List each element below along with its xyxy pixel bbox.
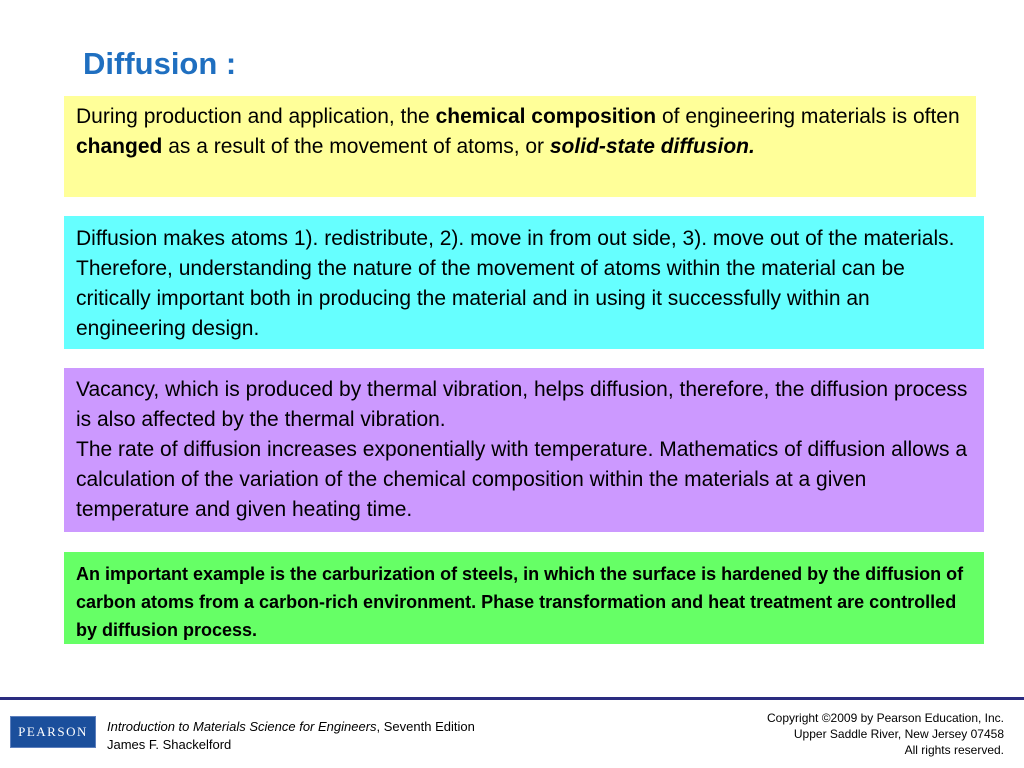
rights-line: All rights reserved. xyxy=(904,743,1004,757)
definition-bold-changed: changed xyxy=(76,135,163,158)
diffusion-effects-box xyxy=(64,216,984,349)
pearson-logo xyxy=(10,716,96,748)
book-citation xyxy=(107,718,475,754)
diffusion-effects-text: Diffusion makes atoms 1). redistribute, 2). move in from out side, 3). move out of the materials. Therefore, understanding the nature of the movement of atoms within the material can be critically important both in producing the material and in using it successfully within an engineering design. xyxy=(76,227,955,340)
copyright-notice xyxy=(767,710,1004,758)
vacancy-temperature-box xyxy=(64,368,984,532)
definition-text-2: of engineering materials is often xyxy=(656,105,960,128)
address-line: Upper Saddle River, New Jersey 07458 xyxy=(793,727,1004,741)
definition-text-3: as a result of the movement of atoms, or xyxy=(162,135,550,158)
carburization-example-text: An important example is the carburization of steels, in which the surface is hardened by the diffusion of carbon atoms from a carbon-rich environment. Phase transformation and heat treatment are controlled by diffusion process. xyxy=(76,564,964,640)
vacancy-paragraph: Vacancy, which is produced by thermal vibration, helps diffusion, therefore, the diffusion process is also affected by the thermal vibration. xyxy=(76,378,968,431)
book-edition: , Seventh Edition xyxy=(376,719,475,734)
definition-bold-italic-solid-state-diffusion: solid-state diffusion. xyxy=(549,135,755,158)
definition-bold-chemical-composition: chemical composition xyxy=(435,105,657,128)
book-title: Introduction to Materials Science for Engineers xyxy=(107,719,377,734)
book-author: James F. Shackelford xyxy=(107,737,232,752)
pearson-logo-text: PEARSON xyxy=(18,724,88,739)
definition-box xyxy=(64,96,976,197)
carburization-example-box xyxy=(64,552,984,644)
book-title-line xyxy=(107,718,475,736)
definition-text-1: During production and application, the xyxy=(76,105,436,128)
copyright-line: Copyright ©2009 by Pearson Education, Inc. xyxy=(767,711,1004,725)
slide-title: Diffusion : xyxy=(83,46,237,81)
temperature-paragraph: The rate of diffusion increases exponentially with temperature. Mathematics of diffusion allows a calculation of the variation of the chemical composition within the materials at a given temperature and given heating time. xyxy=(76,438,968,521)
footer-divider xyxy=(0,697,1024,700)
